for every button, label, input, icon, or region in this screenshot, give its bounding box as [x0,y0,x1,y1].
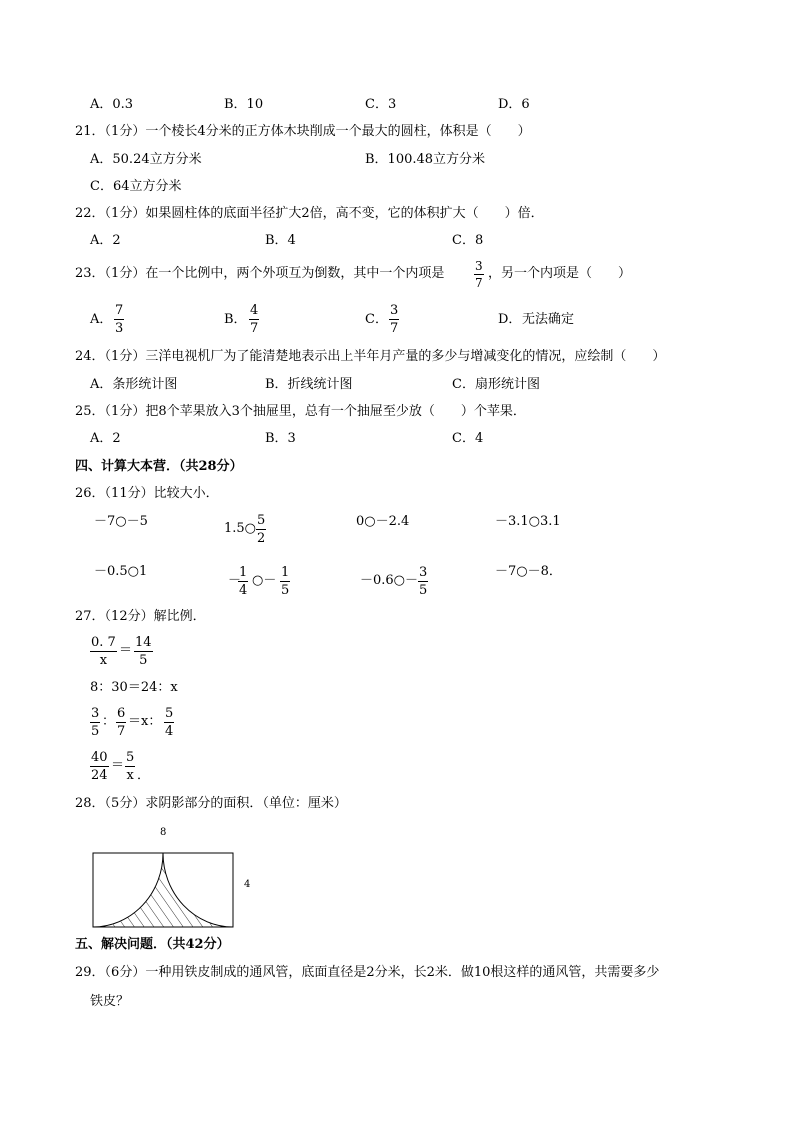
q26-item-2-prefix: 1.5○ [224,521,257,536]
q28-shaded-figure [90,850,238,930]
fraction-bar [125,766,135,767]
fraction-bar [90,651,117,652]
q26-item-6-mid: ○－ [252,573,277,588]
q27-eq1-fraction-1 [90,636,117,667]
q26-item-3: 0○－2.4 [356,514,410,529]
fraction-bar [256,529,266,530]
q29-stem-line-1: 29．（6分）一种用铁皮制成的通风管，底面直径是2分米，长2米．做10根这样的通风管，共需要多少 [75,965,660,980]
fraction-denominator: 4 [239,583,248,598]
q26-item-8: －7○－8． [495,564,562,579]
section-5-heading: 五、解决问题．（共42分） [75,937,230,952]
q20-option-c: C．3 [365,97,397,112]
section-4-heading: 四、计算大本营．（共28分） [75,459,243,474]
q23-stem-fraction [474,260,484,289]
fraction-denominator: 7 [250,321,259,336]
fraction-denominator: 5 [281,583,290,598]
fraction-denominator: x [99,653,108,668]
q23-option-d-letter: D． [498,312,522,327]
fraction-bar [164,722,174,723]
q21-option-c: C．64立方分米 [90,179,182,194]
fraction-bar [418,581,428,582]
fraction-bar [389,319,399,320]
fraction-denominator: 24 [91,768,108,783]
q27-eq3-fraction-3 [164,707,174,738]
fraction-numerator: 3 [475,259,483,273]
fraction-numerator: 0. 7 [91,635,116,650]
q28-shaded-region [93,853,233,927]
q28-width-label: 8 [160,827,167,838]
q23-option-c-letter: C． [365,312,388,327]
q27-eq1-equals: ＝ [119,643,133,658]
q27-eq4-end: ． [137,768,151,783]
q22-option-a: A．2 [90,233,121,248]
q21-stem: 21．（1分）一个棱长4分米的正方体木块削成一个最大的圆柱，体积是（ ） [75,124,531,139]
fraction-denominator: 4 [165,724,174,739]
q23-option-d-text: 无法确定 [522,312,575,327]
fraction-numerator: 3 [419,565,428,580]
fraction-denominator: 7 [390,321,399,336]
fraction-numerator: 3 [91,706,100,721]
q25-stem: 25．（1分）把8个苹果放入3个抽屉里，总有一个抽屉至少放（ ）个苹果． [75,404,526,419]
q27-eq3-fraction-1 [90,707,100,738]
fraction-bar [116,722,126,723]
fraction-numerator: 1 [281,565,290,580]
q27-eq4-equals: ＝ [111,758,125,773]
q22-option-b: B．4 [265,233,296,248]
fraction-bar [90,722,100,723]
fraction-numerator: 5 [165,706,174,721]
q22-option-c: C．8 [452,233,484,248]
fraction-numerator: 4 [250,303,259,318]
q26-item-5: －0.5○1 [94,564,148,579]
fraction-denominator: 7 [117,724,126,739]
fraction-numerator: 40 [91,750,108,765]
q26-item-4: －3.1○3.1 [495,514,561,529]
fraction-denominator: x [126,768,134,783]
q27-eq2: 8：30＝24：x [90,680,178,695]
fraction-denominator: 5 [139,653,148,668]
fraction-numerator: 3 [390,303,399,318]
fraction-bar [114,319,124,320]
q29-stem-line-2: 铁皮？ [90,994,130,1009]
fraction-bar [474,274,484,275]
q21-option-b: B．100.48立方分米 [365,152,486,167]
fraction-denominator: 7 [475,276,483,290]
q27-eq3-middle: ＝x： [128,714,162,729]
q25-option-c: C．4 [452,431,484,446]
fraction-bar [280,581,290,582]
q27-eq1-fraction-2 [134,636,153,667]
q20-option-d: D．6 [498,97,530,112]
fraction-numerator: 1 [239,565,248,580]
fraction-numerator: 5 [257,513,266,528]
q28-height-label: 4 [244,879,251,890]
fraction-numerator: 14 [135,635,152,650]
q26-item-6-fraction-2 [280,566,290,597]
fraction-denominator: 3 [115,321,124,336]
q23-stem-end: ，另一个内项是（ ） [488,266,632,281]
q26-item-6-fraction-1 [238,566,248,597]
q26-item-2-fraction [256,514,266,545]
q26-item-1: －7○－5 [94,514,148,529]
q25-option-a: A．2 [90,431,121,446]
fraction-numerator: 6 [117,706,126,721]
fraction-denominator: 5 [419,583,428,598]
q24-option-c: C．扇形统计图 [452,377,540,392]
fraction-denominator: 5 [91,724,100,739]
q27-eq4-fraction-1 [90,751,109,782]
fraction-bar [134,651,153,652]
fraction-bar [249,319,259,320]
q23-option-a-letter: A． [90,312,113,327]
q25-option-b: B．3 [265,431,296,446]
q28-stem: 28．（5分）求阴影部分的面积．（单位：厘米） [75,796,347,811]
fraction-numerator: 5 [126,750,135,765]
fraction-bar [238,581,248,582]
fraction-denominator: 2 [257,531,266,546]
q23-option-c-fraction [389,304,399,335]
q26-stem: 26．（11分）比较大小． [75,486,219,501]
q23-stem-start: 23．（1分）在一个比例中，两个外项互为倒数，其中一个内项是 [75,266,445,281]
q21-option-a: A．50.24立方分米 [90,152,202,167]
q22-stem: 22．（1分）如果圆柱体的底面半径扩大2倍，高不变，它的体积扩大（ ）倍． [75,206,544,221]
q24-option-a: A．条形统计图 [90,377,178,392]
q27-eq3-fraction-2 [116,707,126,738]
q26-item-7-prefix: －0.6○－ [360,573,419,588]
q24-option-b: B．折线统计图 [265,377,353,392]
q24-stem: 24．（1分）三洋电视机厂为了能清楚地表示出上半年月产量的多少与增减变化的情况，应绘制（ ） [75,349,666,364]
q23-option-b-letter: B． [224,312,247,327]
q23-option-a-fraction [114,304,124,335]
q27-eq4-fraction-2 [125,751,135,782]
q23-option-b-fraction [249,304,259,335]
q27-eq3-colon: ： [102,714,116,729]
fraction-numerator: 7 [115,303,124,318]
fraction-bar [90,766,109,767]
q20-option-b: B．10 [224,97,264,112]
q27-stem: 27．（12分）解比例． [75,609,206,624]
q26-item-7-fraction [418,566,428,597]
q20-option-a: A．0.3 [90,97,134,112]
q26-item-6-neg: － [228,573,242,588]
